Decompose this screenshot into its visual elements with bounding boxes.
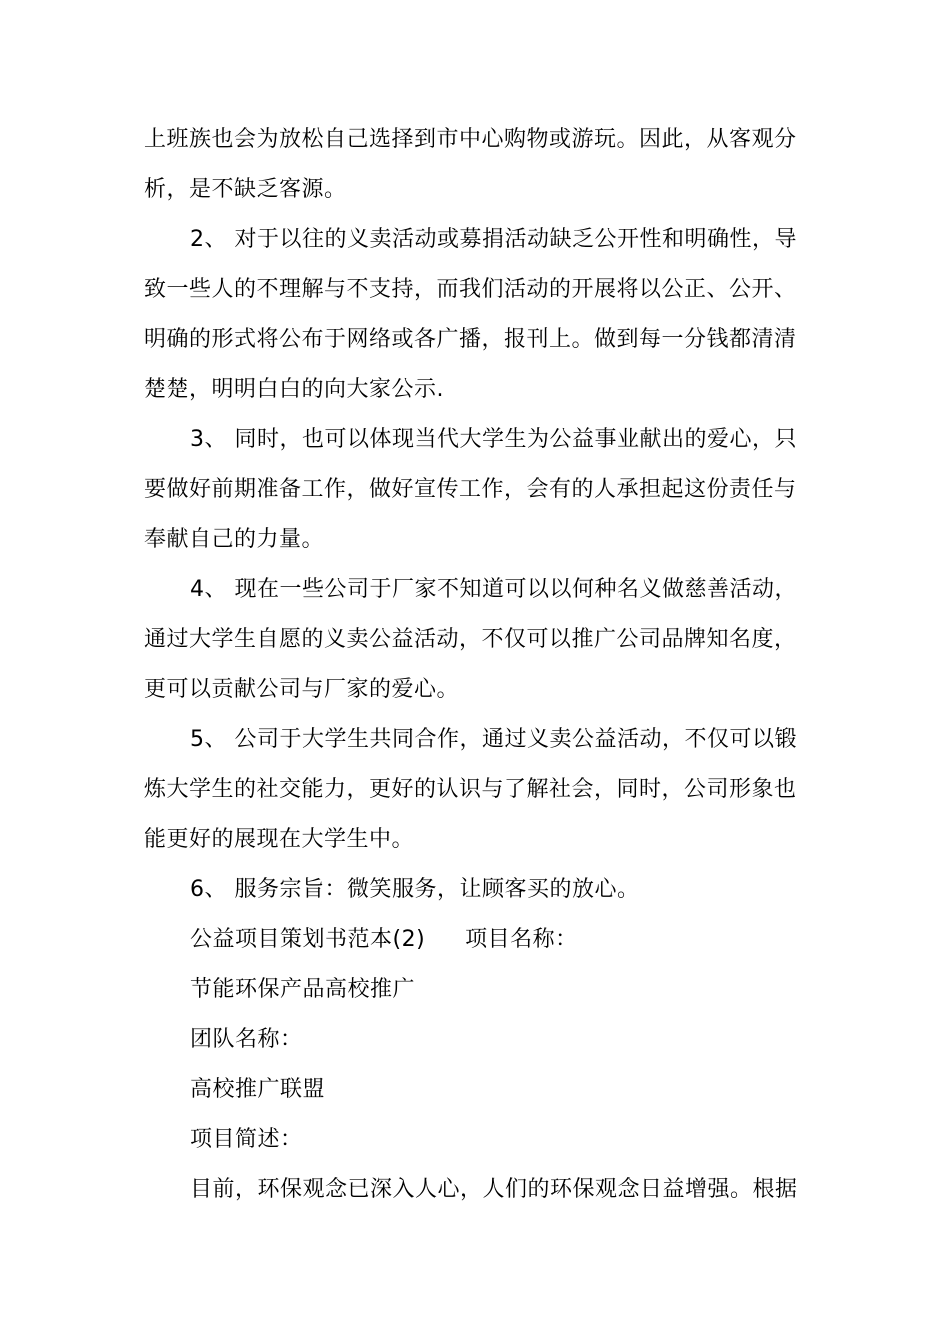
field-label: 项目名称： — [465, 927, 578, 952]
text-line: 6、 服务宗旨：微笑服务，让顾客买的放心。 — [190, 877, 640, 902]
text-line: 2、 对于以往的义卖活动或募捐活动缺乏公开性和明确性，导 — [190, 227, 797, 252]
text-line: 更可以贡献公司与厂家的爱心。 — [144, 677, 460, 702]
text-line: 析，是不缺乏客源。 — [144, 177, 347, 202]
text-line: 4、 现在一些公司于厂家不知道可以以何种名义做慈善活动， — [190, 577, 797, 602]
text-line: 高校推广联盟 — [190, 1077, 326, 1102]
text-line: 通过大学生自愿的义卖公益活动，不仅可以推广公司品牌知名度， — [144, 627, 797, 652]
text-line: 楚楚，明明白白的向大家公示. — [144, 377, 444, 402]
section-title: 公益项目策划书范本(2) — [190, 927, 426, 952]
text-line: 5、 公司于大学生共同合作，通过义卖公益活动，不仅可以锻 — [190, 727, 797, 752]
text-line: 致一些人的不理解与不支持，而我们活动的开展将以公正、公开、 — [144, 277, 797, 302]
text-line: 上班族也会为放松自己选择到市中心购物或游玩。因此，从客观分 — [144, 127, 797, 152]
text-line: 要做好前期准备工作，做好宣传工作，会有的人承担起这份责任与 — [144, 477, 797, 502]
text-line: 节能环保产品高校推广 — [190, 977, 416, 1002]
text-line — [190, 925, 578, 955]
text-line: 明确的形式将公布于网络或各广播，报刊上。做到每一分钱都清清 — [144, 327, 797, 352]
text-line: 能更好的展现在大学生中。 — [144, 827, 415, 852]
text-line: 炼大学生的社交能力，更好的认识与了解社会，同时，公司形象也 — [144, 777, 797, 802]
text-line: 团队名称： — [190, 1027, 303, 1052]
text-line: 项目简述： — [190, 1127, 303, 1152]
text-line: 奉献自己的力量。 — [144, 527, 325, 552]
text-line: 目前，环保观念已深入人心，人们的环保观念日益增强。根据 — [190, 1177, 798, 1202]
text-line: 3、 同时，也可以体现当代大学生为公益事业献出的爱心，只 — [190, 427, 797, 452]
